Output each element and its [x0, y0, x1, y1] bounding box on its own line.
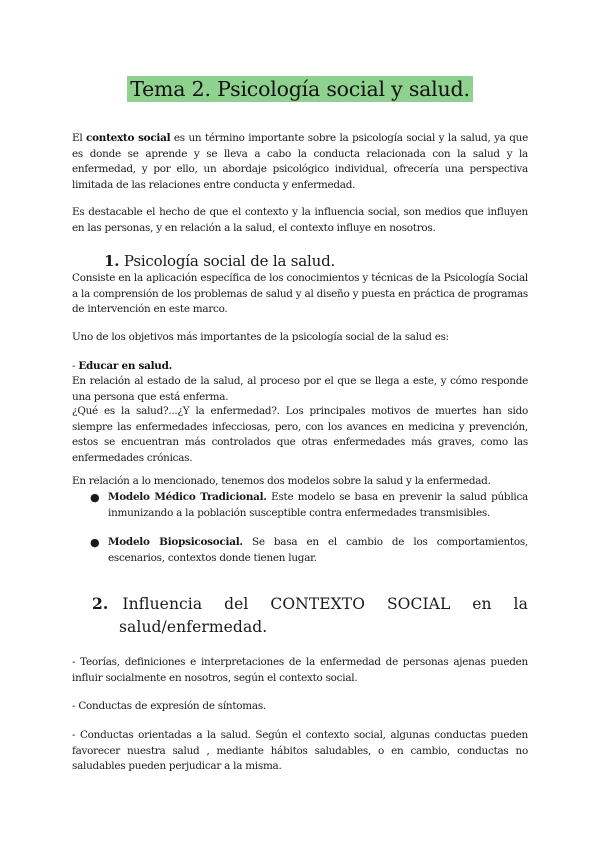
bullet-body: Se basa en el cambio de los comportamientos, escenarios, contextos donde tienen lugar.: [108, 536, 528, 564]
intro-paragraph-1: [72, 131, 528, 194]
section-1-paragraph-2: Uno de los objetivos más importantes de la psicología social de la salud es:: [72, 331, 449, 343]
bullet-label: Modelo Médico Tradicional.: [108, 491, 267, 503]
section-1-paragraph-5: En relación a lo mencionado, tenemos dos modelos sobre la salud y la enfermedad.: [72, 475, 491, 487]
section-2-heading-word: CONTEXTO: [270, 595, 366, 613]
section-1-paragraph-1: Consiste en la aplicación específica de los conocimientos y técnicas de la Psicología Social a la comprensión de los problemas de salud y al diseño y puesta en práctica de programas de intervención en este marco.: [72, 272, 528, 316]
section-2-item: - Teorías, definiciones e interpretaciones de la enfermedad de personas ajenas pueden influir socialmente en nosotros, según el contexto social.: [72, 656, 528, 684]
section-2-heading-line-1: [92, 593, 528, 616]
section-2-heading-word: del: [224, 595, 249, 613]
section-1-paragraph-3: En relación al estado de la salud, al proceso por el que se llega a este, y cómo responde una persona que está enferma.: [72, 375, 528, 403]
bullet-body: Este modelo se basa en prevenir la salud pública inmunizando a la población susceptible contra enfermedades transmisibles.: [108, 491, 528, 519]
bullet-icon: ●: [90, 491, 100, 504]
section-2-heading: [92, 593, 528, 638]
section-1-paragraph-4: ¿Qué es la salud?...¿Y la enfermedad?. Los principales motivos de muertes han sido siempre las enfermedades infecciosas, pero, con los avances en medicina y prevención, estos se encuentran más controlados que otras enfermedades más graves, como las enfermedades crónicas.: [72, 405, 528, 465]
bullet-item: [90, 490, 528, 521]
educar-en-salud: [72, 359, 528, 375]
bullet-text: [108, 490, 528, 521]
bullet-label: Modelo Biopsicosocial.: [108, 536, 243, 548]
section-2-heading-word-text: Influencia: [122, 595, 203, 613]
section-2-item: - Conductas orientadas a la salud. Según el contexto social, algunas conductas pueden favorecer nuestra salud , mediante hábitos saludables, o en cambio, conductas no saludables pueden perjudicar a la misma.: [72, 729, 528, 773]
page-title: Tema 2. Psicología social y salud.: [127, 76, 473, 102]
intro-p1-post: es un término importante sobre la psicología social y la salud, ya que es donde se aprende y se lleva a cabo la conducta relacionada con la salud y la enfermedad, y por ello, un abordaje psicológico individual, ofrecería una perspectiva limitada de las relaciones entre conducta y enfermedad.: [72, 132, 528, 192]
section-1-heading: [104, 252, 335, 270]
bullet-text: [108, 535, 528, 566]
section-2-number: 2.: [92, 594, 109, 613]
bullet-item: [90, 535, 528, 566]
intro-paragraph-2: Es destacable el hecho de que el contexto y la influencia social, son medios que influyen en las personas, y en relación a la salud, el contexto influye en nosotros.: [72, 206, 528, 234]
title-container: [0, 76, 600, 102]
section-2-item: - Conductas de expresión de síntomas.: [72, 700, 266, 712]
section-1-number: 1.: [104, 252, 120, 270]
bullet-icon: ●: [90, 536, 100, 549]
section-2-heading-word: [92, 593, 202, 616]
section-2-heading-word: en: [472, 595, 492, 613]
intro-p1-pre: El: [72, 132, 87, 144]
educar-label: Educar en salud.: [78, 360, 172, 372]
intro-p1-bold: contexto social: [86, 132, 171, 144]
section-2-heading-line-2: salud/enfermedad.: [119, 617, 268, 636]
section-2-heading-word: SOCIAL: [386, 595, 451, 613]
section-2-heading-word: la: [513, 595, 528, 613]
section-1-heading-text: Psicología social de la salud.: [119, 252, 336, 270]
educar-prefix: -: [72, 360, 79, 372]
